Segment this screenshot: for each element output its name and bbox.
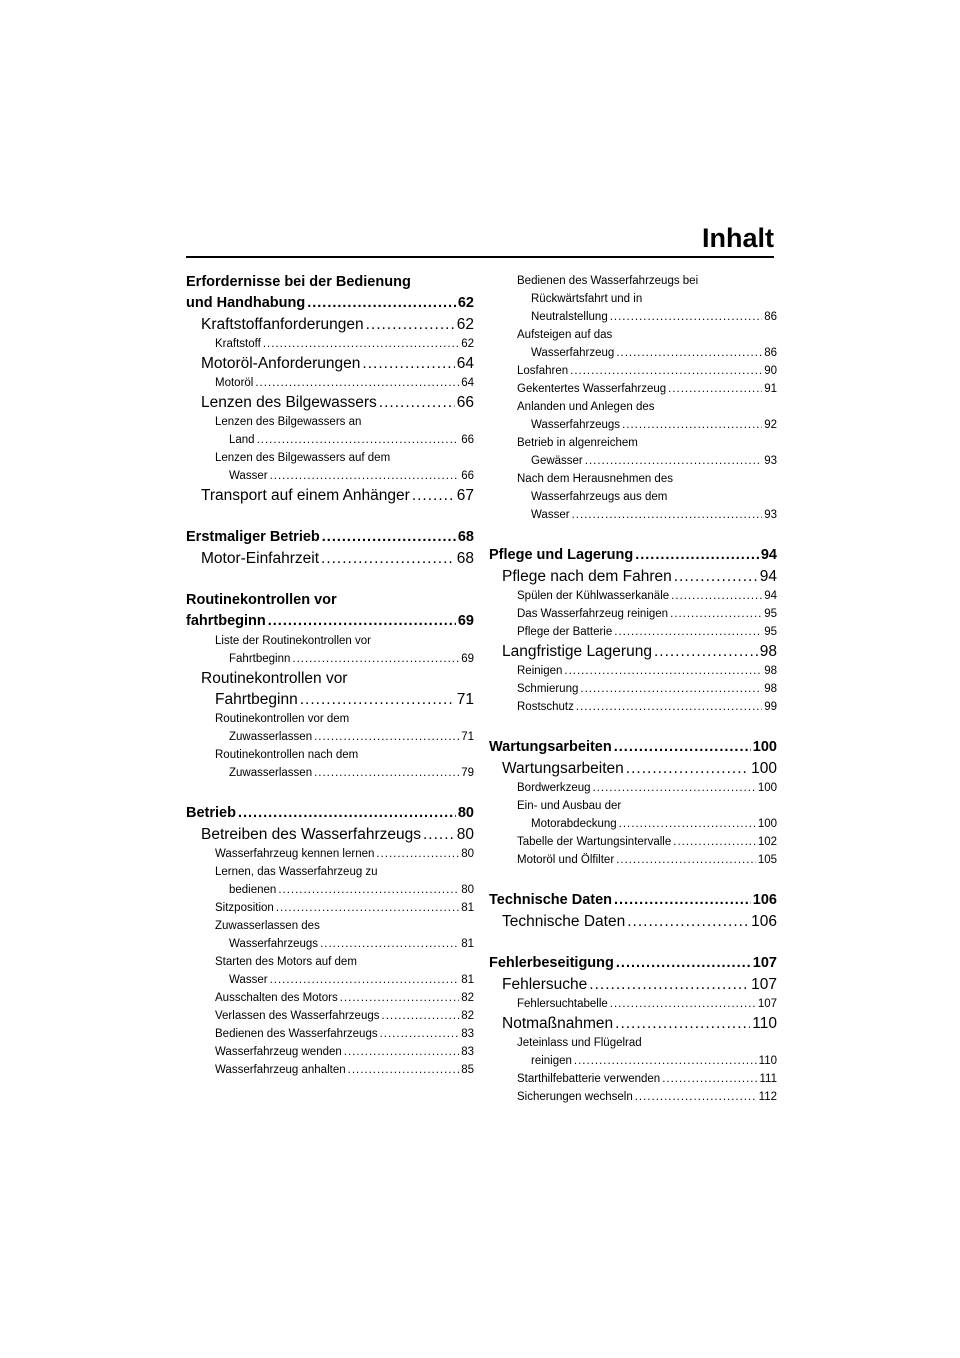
toc-entry-title: Technische Daten (489, 892, 613, 908)
toc-page-number: 91 (764, 383, 777, 395)
dot-leader (263, 335, 459, 353)
toc-page-number: 66 (456, 394, 474, 411)
dot-leader (270, 467, 460, 485)
dot-leader (654, 641, 758, 662)
toc-section[interactable] (489, 566, 777, 587)
dot-leader (257, 431, 460, 449)
dot-leader (344, 1043, 459, 1061)
toc-section[interactable] (489, 1013, 777, 1034)
toc-page-number: 81 (461, 902, 474, 914)
toc-entry-title: Technische Daten (502, 913, 626, 930)
toc-left-column (186, 272, 474, 1079)
toc-entry-title: Tabelle der Wartungsintervalle (517, 836, 672, 848)
dot-leader (300, 689, 455, 710)
toc-page-number: 80 (457, 805, 474, 821)
toc-entry-title: Betreiben des Wasserfahrzeugs (201, 826, 421, 843)
toc-page-number: 62 (456, 316, 474, 333)
toc-page-number: 112 (758, 1091, 777, 1103)
toc-entry-title: Wasserfahrzeugs (229, 938, 319, 950)
toc-page-number: 92 (764, 419, 777, 431)
toc-section[interactable] (489, 911, 777, 932)
toc-entry-title: Starthilfebatterie verwenden (517, 1073, 661, 1085)
toc-subsection[interactable] (186, 1043, 474, 1061)
toc-entry-title: Kraftstoffanforderungen (201, 316, 364, 333)
toc-entry-title: Gekentertes Wasserfahrzeug (517, 383, 667, 395)
toc-entry-title: Transport auf einem Anhänger (201, 487, 410, 504)
toc-page-number: 86 (764, 311, 777, 323)
toc-page-number: 82 (461, 992, 474, 1004)
toc-subsection[interactable] (186, 1061, 474, 1079)
dot-leader (580, 680, 762, 698)
dot-leader (576, 698, 762, 716)
toc-section[interactable] (489, 641, 777, 662)
dot-leader (340, 989, 459, 1007)
toc-subsection[interactable] (489, 380, 777, 398)
toc-page-number: 66 (461, 470, 474, 482)
toc-entry-title: Fehlerbeseitigung (489, 955, 614, 971)
toc-page-number: 69 (461, 653, 474, 665)
toc-entry-title: Spülen der Kühlwasserkanäle (517, 590, 670, 602)
toc-entry-title: Wasser (229, 470, 268, 482)
toc-page-number: 71 (461, 731, 474, 743)
toc-page-number: 79 (461, 767, 474, 779)
toc-entry-title: Zuwasserlassen (229, 731, 313, 743)
toc-chapter[interactable]: Routinekontrollen vor fahrtbeginn ..... 69 (186, 590, 474, 632)
toc-page-number: 99 (764, 701, 777, 713)
dot-leader (380, 1025, 460, 1043)
toc-chapter[interactable] (489, 545, 777, 566)
toc-entry-title: Sicherungen wechseln (517, 1091, 633, 1103)
dot-leader (322, 527, 456, 548)
toc-page-number: 93 (764, 455, 777, 467)
dot-leader (276, 899, 459, 917)
dot-leader (314, 728, 459, 746)
toc-page-number: 83 (461, 1046, 474, 1058)
dot-leader (670, 605, 762, 623)
dot-leader (570, 362, 762, 380)
toc-entry-title: reinigen (531, 1055, 572, 1067)
toc-page-number: 102 (757, 836, 777, 848)
toc-entry-title: Langfristige Lagerung (502, 643, 652, 660)
toc-section[interactable] (186, 548, 474, 569)
toc-entry-title: Wasserfahrzeugs (531, 419, 621, 431)
toc-entry-title: Pflege nach dem Fahren (502, 568, 672, 585)
toc-entry-title: Wasser (229, 974, 268, 986)
toc-subsection[interactable]: Routinekontrollen nach dem Zuwasserlassen ..... 79 (186, 746, 474, 782)
toc-subsection[interactable] (489, 623, 777, 641)
toc-subsection[interactable] (186, 1025, 474, 1043)
dot-leader (379, 392, 455, 413)
toc-subsection[interactable]: Lenzen des Bilgewassers an Land ..... 66 (186, 413, 474, 449)
dot-leader (348, 1061, 460, 1079)
toc-entry-title: Verlassen des Wasserfahrzeugs (215, 1010, 380, 1022)
toc-section[interactable] (186, 314, 474, 335)
toc-chapter[interactable] (186, 527, 474, 548)
dot-leader (593, 779, 756, 797)
toc-subsection[interactable] (186, 335, 474, 353)
toc-page-number: 81 (461, 974, 474, 986)
toc-page-number: 95 (764, 608, 777, 620)
dot-leader (668, 380, 762, 398)
dot-leader (278, 881, 459, 899)
toc-chapter[interactable]: Erfordernisse bei der Bedienung und Handhabung ..... 62 (186, 272, 474, 314)
toc-page-number: 62 (461, 338, 474, 350)
toc-page-number: 64 (461, 377, 474, 389)
toc-page-number: 100 (752, 739, 777, 755)
toc-entry-title: Fahrtbeginn (229, 653, 291, 665)
dot-leader (321, 548, 455, 569)
dot-leader (412, 485, 455, 506)
toc-page-number: 90 (764, 365, 777, 377)
toc-section[interactable] (186, 824, 474, 845)
toc-page-number: 64 (456, 355, 474, 372)
toc-page-number: 68 (456, 550, 474, 567)
toc-page-number: 98 (764, 665, 777, 677)
toc-subsection[interactable] (489, 680, 777, 698)
toc-entry-title: Notmaßnahmen (502, 1015, 614, 1032)
dot-leader (674, 566, 758, 587)
toc-page-number: 82 (461, 1010, 474, 1022)
toc-entry-title: Motorabdeckung (531, 818, 617, 830)
toc-subsection[interactable]: Betrieb in algenreichem Gewässer ..... 93 (489, 434, 777, 470)
toc-page-number: 66 (461, 434, 474, 446)
toc-page-number: 98 (764, 683, 777, 695)
toc-subsection[interactable] (186, 845, 474, 863)
toc-subsection[interactable]: Aufsteigen auf das Wasserfahrzeug ..... 86 (489, 326, 777, 362)
toc-entry-title: Bedienen des Wasserfahrzeugs (215, 1028, 378, 1040)
toc-page-number: 106 (752, 892, 777, 908)
toc-page-number: 111 (759, 1073, 777, 1085)
dot-leader (673, 833, 756, 851)
toc-chapter[interactable] (489, 953, 777, 974)
dot-leader (610, 308, 762, 326)
dot-leader (610, 995, 756, 1013)
toc-page-number: 94 (760, 547, 777, 563)
page-title: Inhalt (702, 223, 774, 253)
dot-leader (572, 506, 763, 524)
dot-leader (622, 416, 762, 434)
toc-entry-title: Motoröl und Ölfilter (517, 854, 615, 866)
dot-leader (423, 824, 455, 845)
toc-entry-title: Wasserfahrzeug wenden (215, 1046, 342, 1058)
toc-entry-title: Motoröl (215, 377, 254, 389)
toc-page-number: 100 (751, 760, 777, 777)
dot-leader (376, 845, 459, 863)
toc-subsection[interactable]: Routinekontrollen vor dem Zuwasserlassen ..... 71 (186, 710, 474, 746)
toc-entry-title: Motoröl-Anforderungen (201, 355, 361, 372)
toc-entry-title: Sitzposition (215, 902, 274, 914)
toc-subsection[interactable] (489, 1070, 777, 1088)
toc-entry-title: Zuwasserlassen (229, 767, 313, 779)
toc-page-number: 94 (759, 568, 777, 585)
toc-subsection[interactable] (489, 587, 777, 605)
toc-subsection[interactable]: Jeteinlass und Flügelrad reinigen ..... 110 (489, 1034, 777, 1070)
toc-page-number: 80 (456, 826, 474, 843)
toc-entry-title: Neutralstellung (531, 311, 608, 323)
toc-section[interactable] (186, 392, 474, 413)
toc-entry-title: Fehlersuche (502, 976, 588, 993)
toc-entry-title: Land (229, 434, 255, 446)
toc-page-number: 85 (461, 1064, 474, 1076)
toc-page-number: 110 (758, 1055, 777, 1067)
dot-leader (627, 911, 749, 932)
toc-entry-title: Reinigen (517, 665, 563, 677)
toc-entry-title: Kraftstoff (215, 338, 261, 350)
toc-entry-title: Schmierung (517, 683, 579, 695)
toc-chapter[interactable] (489, 890, 777, 911)
toc-subsection[interactable]: Starten des Motors auf dem Wasser ..... 81 (186, 953, 474, 989)
toc-subsection[interactable] (489, 995, 777, 1013)
toc-page-number: 80 (461, 884, 474, 896)
toc-subsection[interactable] (489, 662, 777, 680)
dot-leader (616, 953, 751, 974)
toc-chapter[interactable] (489, 737, 777, 758)
toc-subsection[interactable] (489, 605, 777, 623)
toc-subsection[interactable] (489, 698, 777, 716)
dot-leader (292, 650, 459, 668)
toc-entry-title: Bordwerkzeug (517, 782, 591, 794)
toc-entry-title: Pflege und Lagerung (489, 547, 634, 563)
toc-entry-title: Motor-Einfahrzeit (201, 550, 320, 567)
dot-leader (314, 764, 459, 782)
toc-page-number: 80 (461, 848, 474, 860)
toc-subsection[interactable]: Ein- und Ausbau der Motorabdeckung ..... 100 (489, 797, 777, 833)
toc-subsection[interactable] (186, 899, 474, 917)
toc-entry-title: Wasser (531, 509, 570, 521)
dot-leader (382, 1007, 460, 1025)
toc-page-number: 81 (461, 938, 474, 950)
toc-page-number: 107 (751, 976, 777, 993)
toc-entry-title: Das Wasserfahrzeug reinigen (517, 608, 669, 620)
toc-entry-title: bedienen (229, 884, 277, 896)
toc-entry-title: Ausschalten des Motors (215, 992, 338, 1004)
dot-leader (574, 1052, 757, 1070)
dot-leader (585, 452, 762, 470)
dot-leader (614, 890, 751, 911)
dot-leader (616, 344, 762, 362)
dot-leader (366, 314, 455, 335)
toc-entry-title: Wasserfahrzeug (531, 347, 615, 359)
toc-entry-title: Fahrtbeginn (215, 691, 298, 708)
toc-subsection[interactable] (489, 851, 777, 869)
toc-entry-title: Wasserfahrzeug kennen lernen (215, 848, 375, 860)
toc-entry-title: Lenzen des Bilgewassers (201, 394, 377, 411)
toc-page-number: 93 (764, 509, 777, 521)
toc-page-number: 94 (764, 590, 777, 602)
dot-leader (362, 353, 454, 374)
dot-leader (255, 374, 459, 392)
toc-subsection[interactable]: Liste der Routinekontrollen vor Fahrtbeginn ..... 69 (186, 632, 474, 668)
dot-leader (614, 737, 751, 758)
toc-page-number: 100 (757, 782, 777, 794)
toc-page-number: 71 (456, 691, 474, 708)
toc-page-number: 110 (752, 1015, 777, 1032)
dot-leader (671, 587, 762, 605)
dot-leader (635, 1088, 757, 1106)
toc-page-number: 86 (764, 347, 777, 359)
toc-section[interactable] (489, 758, 777, 779)
toc-page-number: 105 (757, 854, 777, 866)
toc-entry-title: fahrtbeginn (186, 613, 266, 629)
toc-page-number: 69 (457, 613, 474, 629)
toc-entry-title: Wartungsarbeiten (489, 739, 612, 755)
toc-entry-title: Wartungsarbeiten (502, 760, 624, 777)
toc-page-number: 62 (457, 295, 474, 311)
toc-subsection[interactable] (186, 1007, 474, 1025)
toc-subsection[interactable] (489, 833, 777, 851)
dot-leader (589, 974, 749, 995)
toc-subsection[interactable]: Anlanden und Anlegen des Wasserfahrzeugs ..... 92 (489, 398, 777, 434)
toc-entry-title: und Handhabung (186, 295, 306, 311)
toc-entry-title: Fehlersuchtabelle (517, 998, 608, 1010)
toc-subsection[interactable] (489, 779, 777, 797)
toc-section[interactable] (489, 974, 777, 995)
dot-leader (320, 935, 459, 953)
toc-subsection[interactable]: Bedienen des Wasserfahrzeugs bei Rückwärtsfahrt und in Neutralstellung ..... 86 (489, 272, 777, 326)
toc-page-number: 67 (456, 487, 474, 504)
toc-section[interactable] (186, 353, 474, 374)
toc-right-column (489, 272, 777, 1106)
toc-entry-title: Rostschutz (517, 701, 574, 713)
toc-entry-title: Losfahren (517, 365, 569, 377)
toc-entry-title: Gewässer (531, 455, 583, 467)
toc-subsection[interactable] (489, 1088, 777, 1106)
toc-entry-title: Pflege der Batterie (517, 626, 613, 638)
toc-entry-title: Wasserfahrzeug anhalten (215, 1064, 346, 1076)
toc-subsection[interactable]: Lernen, das Wasserfahrzeug zu bedienen ..... 80 (186, 863, 474, 899)
dot-leader (238, 803, 456, 824)
toc-entry-title: Betrieb (186, 805, 236, 821)
dot-leader (615, 1013, 750, 1034)
toc-page-number: 100 (757, 818, 777, 830)
toc-page-number: 68 (457, 529, 474, 545)
toc-section[interactable] (186, 485, 474, 506)
toc-page-number: 107 (757, 998, 777, 1010)
dot-leader (662, 1070, 757, 1088)
dot-leader (270, 971, 460, 989)
toc-section[interactable]: Routinekontrollen vor Fahrtbeginn ..... 71 (186, 668, 474, 710)
toc-subsection[interactable]: Zuwasserlassen des Wasserfahrzeugs ..... 81 (186, 917, 474, 953)
dot-leader (616, 851, 756, 869)
toc-entry-title: Erstmaliger Betrieb (186, 529, 320, 545)
toc-page-number: 107 (752, 955, 777, 971)
toc-page-number: 83 (461, 1028, 474, 1040)
title-rule (186, 256, 774, 258)
toc-subsection[interactable] (186, 374, 474, 392)
toc-subsection[interactable]: Nach dem Herausnehmen des Wasserfahrzeugs aus dem Wasser ..... 93 (489, 470, 777, 524)
dot-leader (564, 662, 762, 680)
dot-leader (626, 758, 749, 779)
toc-subsection[interactable]: Lenzen des Bilgewassers auf dem Wasser ..... 66 (186, 449, 474, 485)
toc-page-number: 95 (764, 626, 777, 638)
dot-leader (614, 623, 762, 641)
toc-chapter[interactable] (186, 803, 474, 824)
toc-subsection[interactable] (186, 989, 474, 1007)
dot-leader (268, 611, 456, 632)
dot-leader (635, 545, 759, 566)
dot-leader (619, 815, 756, 833)
toc-page-number: 98 (759, 643, 777, 660)
toc-page-number: 106 (751, 913, 777, 930)
dot-leader (307, 293, 456, 314)
toc-subsection[interactable] (489, 362, 777, 380)
